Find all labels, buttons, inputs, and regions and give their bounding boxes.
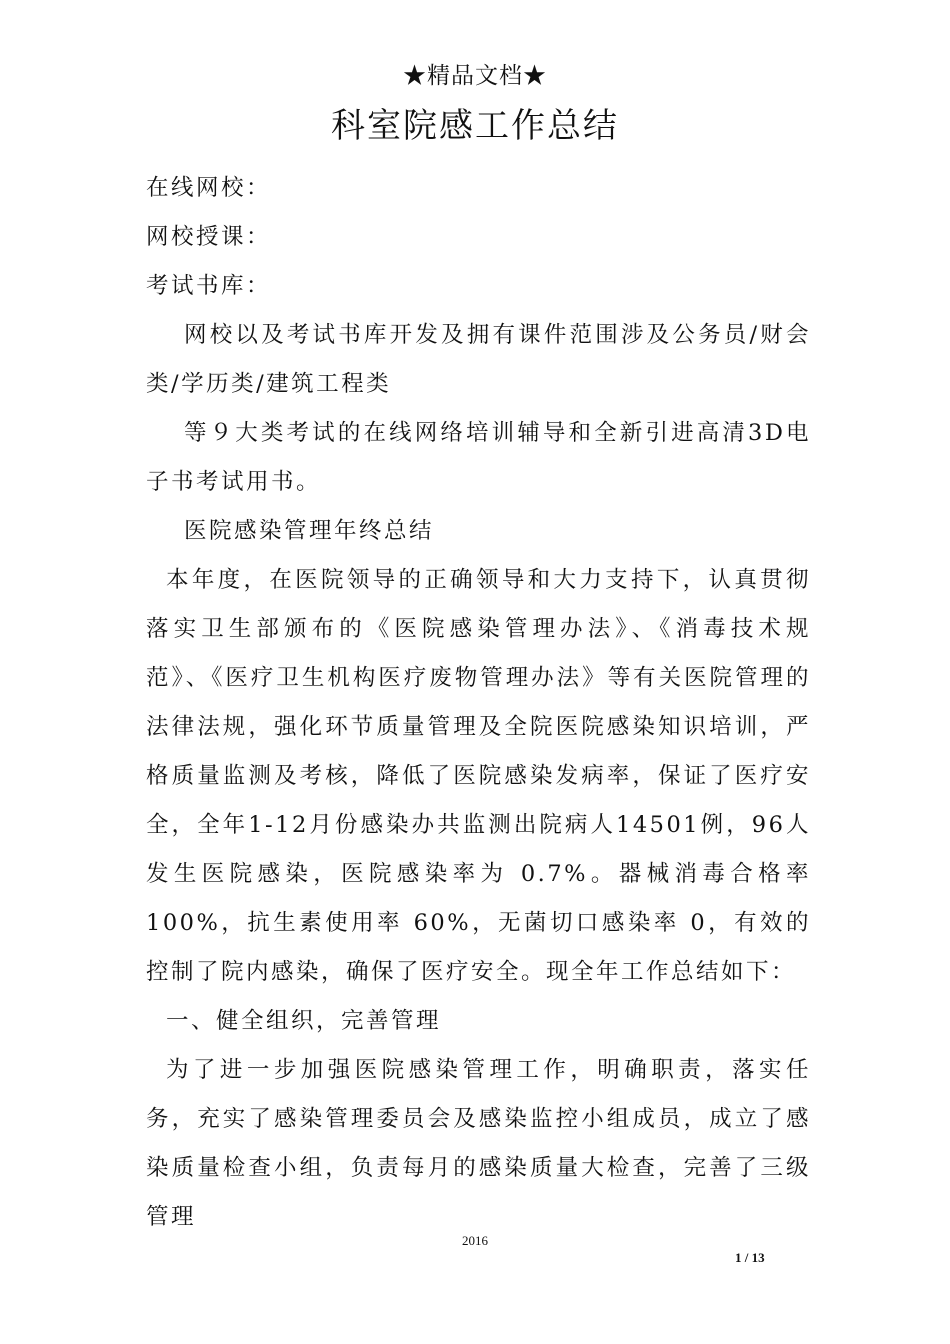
- document-title: 科室院感工作总结: [331, 106, 619, 146]
- online-course-line: 网校授课：: [146, 224, 272, 250]
- exam-library-line: 考试书库：: [146, 273, 272, 299]
- document-body: [146, 164, 811, 1242]
- footer-year: 2016: [462, 1233, 488, 1248]
- intro-paragraph-2: 等９大类考试的在线网络培训辅导和全新引进高清3D电子书考试用书。: [146, 420, 811, 495]
- intro-paragraph-1: 网校以及考试书库开发及拥有课件范围涉及公务员/财会类/学历类/建筑工程类: [146, 322, 811, 397]
- heading-organization: 一、健全组织，完善管理: [166, 1008, 442, 1034]
- header-mark: ★精品文档★: [403, 63, 547, 89]
- summary-paragraph: 本年度，在医院领导的正确领导和大力支持下，认真贯彻落实卫生部颁布的《医院感染管理办法》、《消毒技术规范》、《医疗卫生机构医疗废物管理办法》等有关医院管理的法律法规，强化环节质量管理及全院医院感染知识培训，严格质量监测及考核，降低了医院感染发病率，保证了医疗安全，全年1-12月份感染办共监测出院病人14501例，96人发生医院感染，医院感染率为 0.7%。器械消毒合格率 100%，抗生素使用率 60%，无菌切口感染率 0，有效的控制了院内感染，确保了医疗安全。现全年工作总结如下：: [146, 567, 811, 985]
- section-title: 医院感染管理年终总结: [184, 518, 435, 544]
- page-number: 1 / 13: [735, 1250, 765, 1265]
- online-school-line: 在线网校：: [146, 175, 272, 201]
- organization-paragraph: 为了进一步加强医院感染管理工作，明确职责，落实任务，充实了感染管理委员会及感染监控小组成员，成立了感染质量检查小组，负责每月的感染质量大检查，完善了三级管理: [146, 1057, 811, 1230]
